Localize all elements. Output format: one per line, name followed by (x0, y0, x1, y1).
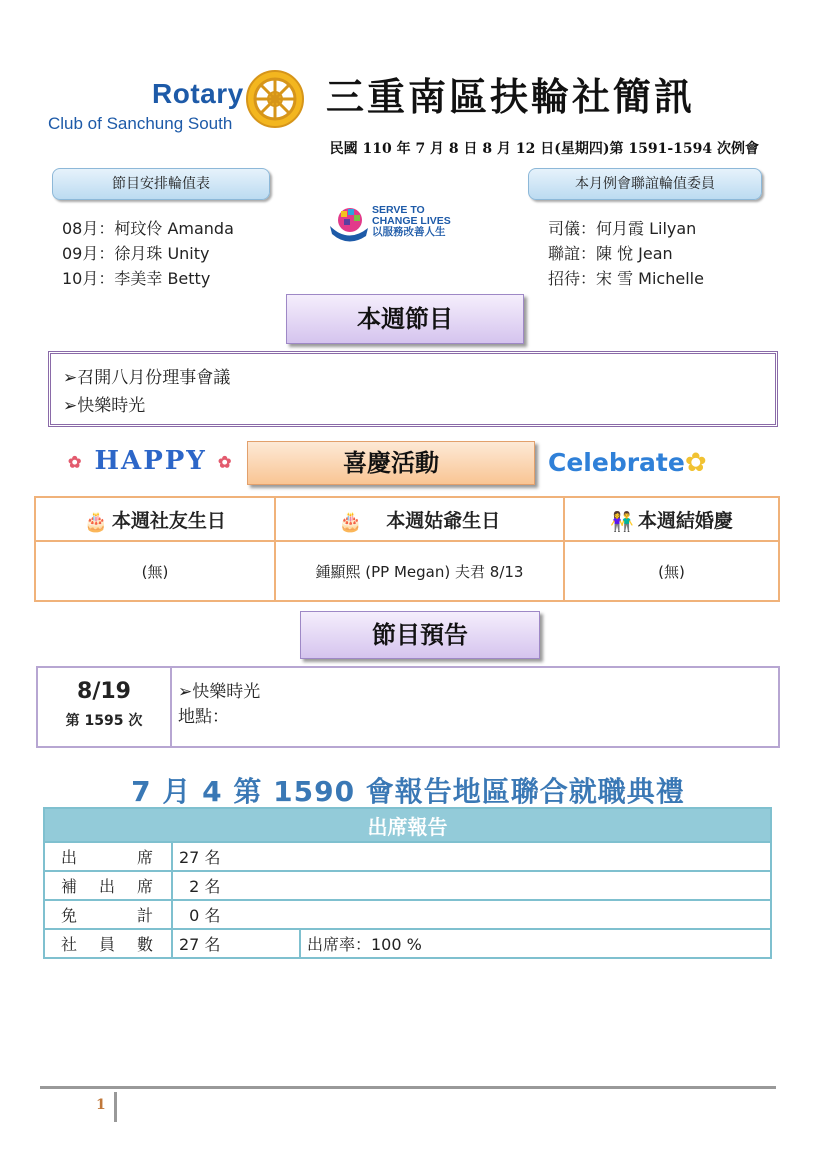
preview-detail-cell (171, 667, 779, 747)
list-item: 司儀：何月霞 Lilyan (548, 219, 697, 238)
attendance-table (43, 807, 772, 959)
list-item: 10月：李美幸 Betty (62, 269, 211, 288)
logo-club-text: Club of Sanchung South (48, 114, 233, 133)
fellowship-duty-list (548, 216, 704, 291)
this-week-heading: 本週節目 (286, 294, 524, 344)
table-cell: (無) (35, 541, 275, 601)
meeting-subtitle: 民國 110 年 7 月 8 日 8 月 12 日(星期四)第 1591-1594 次例會 (329, 141, 759, 157)
row-label: 社員數 (44, 929, 172, 958)
list-item-text: 快樂時光 (77, 396, 146, 416)
cake-icon: 🎂 (338, 510, 363, 533)
location-label: 地點： (178, 707, 229, 727)
list-item: 08月：柯玟伶 Amanda (62, 219, 234, 238)
table-header (35, 497, 275, 541)
list-item: ➢召開八月份理事會議 (63, 368, 231, 388)
list-item: 招待：宋 雪 Michelle (548, 269, 704, 288)
table-row (44, 871, 771, 900)
preview-date-cell (37, 667, 171, 747)
flower-icon: ✿ (68, 452, 84, 472)
serve-slogan (372, 205, 451, 238)
serve-line: CHANGE LIVES (372, 215, 451, 227)
table-row (44, 929, 771, 958)
cake-icon: 🎂 (84, 510, 108, 533)
table-row (44, 808, 771, 842)
happy-text: HAPPY (94, 446, 207, 476)
header-text: 本週結婚慶 (637, 509, 733, 532)
rotary-wheel-icon (244, 68, 306, 130)
row-label: 出席 (44, 842, 172, 871)
row-value: 27 名 (172, 929, 300, 958)
report-title: 7 月 4 第 1590 會報告地區聯合就職典禮 (112, 770, 704, 812)
table-row (44, 900, 771, 929)
row-label: 免計 (44, 900, 172, 929)
row-value: 0 名 (172, 900, 771, 929)
preview-date: 8/19 (77, 679, 131, 704)
header-text: 本週社友生日 (111, 509, 226, 532)
celebration-table (34, 496, 780, 602)
attendance-header: 出席報告 (44, 808, 771, 842)
table-row (44, 842, 771, 871)
celebration-heading: 喜慶活動 (247, 441, 535, 485)
list-item-text: 召開八月份理事會議 (77, 368, 231, 388)
page-number: 1 (96, 1097, 106, 1113)
serve-line: SERVE TO (372, 204, 425, 216)
page-title: 三重南區扶輪社簡訊 (326, 74, 696, 119)
this-week-box (48, 351, 778, 427)
program-duty-list (62, 216, 234, 291)
flower-icon: ✿ (217, 452, 234, 472)
list-item: ➢快樂時光 (178, 682, 261, 702)
table-cell: 鍾顯熙 (PP Megan) 夫君 8/13 (275, 541, 564, 601)
attendance-rate: 出席率：100 % (300, 929, 771, 958)
list-item-text: 快樂時光 (192, 682, 261, 702)
table-header (275, 497, 564, 541)
list-item: 聯誼：陳 悅 Jean (548, 244, 673, 263)
preview-table (36, 666, 780, 748)
row-value: 27 名 (172, 842, 771, 871)
happy-banner (68, 446, 233, 476)
flower-icon: ✿ (684, 448, 707, 478)
fellowship-duty-label: 本月例會聯誼輪值委員 (528, 168, 762, 200)
logo-rotary-text: Rotary (152, 78, 244, 109)
list-item: 09月：徐月珠 Unity (62, 244, 210, 263)
row-label: 補出席 (44, 871, 172, 900)
celebrate-banner (548, 448, 707, 478)
preview-heading: 節目預告 (300, 611, 540, 659)
table-row (35, 497, 779, 541)
table-cell: (無) (564, 541, 779, 601)
table-row (35, 541, 779, 601)
serve-to-change-lives-icon (328, 204, 370, 244)
program-duty-label: 節目安排輪值表 (52, 168, 270, 200)
serve-line: 以服務改善人生 (372, 226, 446, 238)
header-text: 本週姑爺生日 (386, 509, 501, 532)
page-number-divider (114, 1092, 117, 1122)
wedding-couple-icon: 👫 (610, 510, 634, 533)
celebrate-text: Celebrate (548, 448, 685, 477)
table-row (37, 667, 779, 747)
list-item: ➢快樂時光 (63, 396, 146, 416)
row-value: 2 名 (172, 871, 771, 900)
footer-divider (40, 1086, 776, 1089)
table-header (564, 497, 779, 541)
preview-meeting-number: 第 1595 次 (65, 713, 143, 729)
